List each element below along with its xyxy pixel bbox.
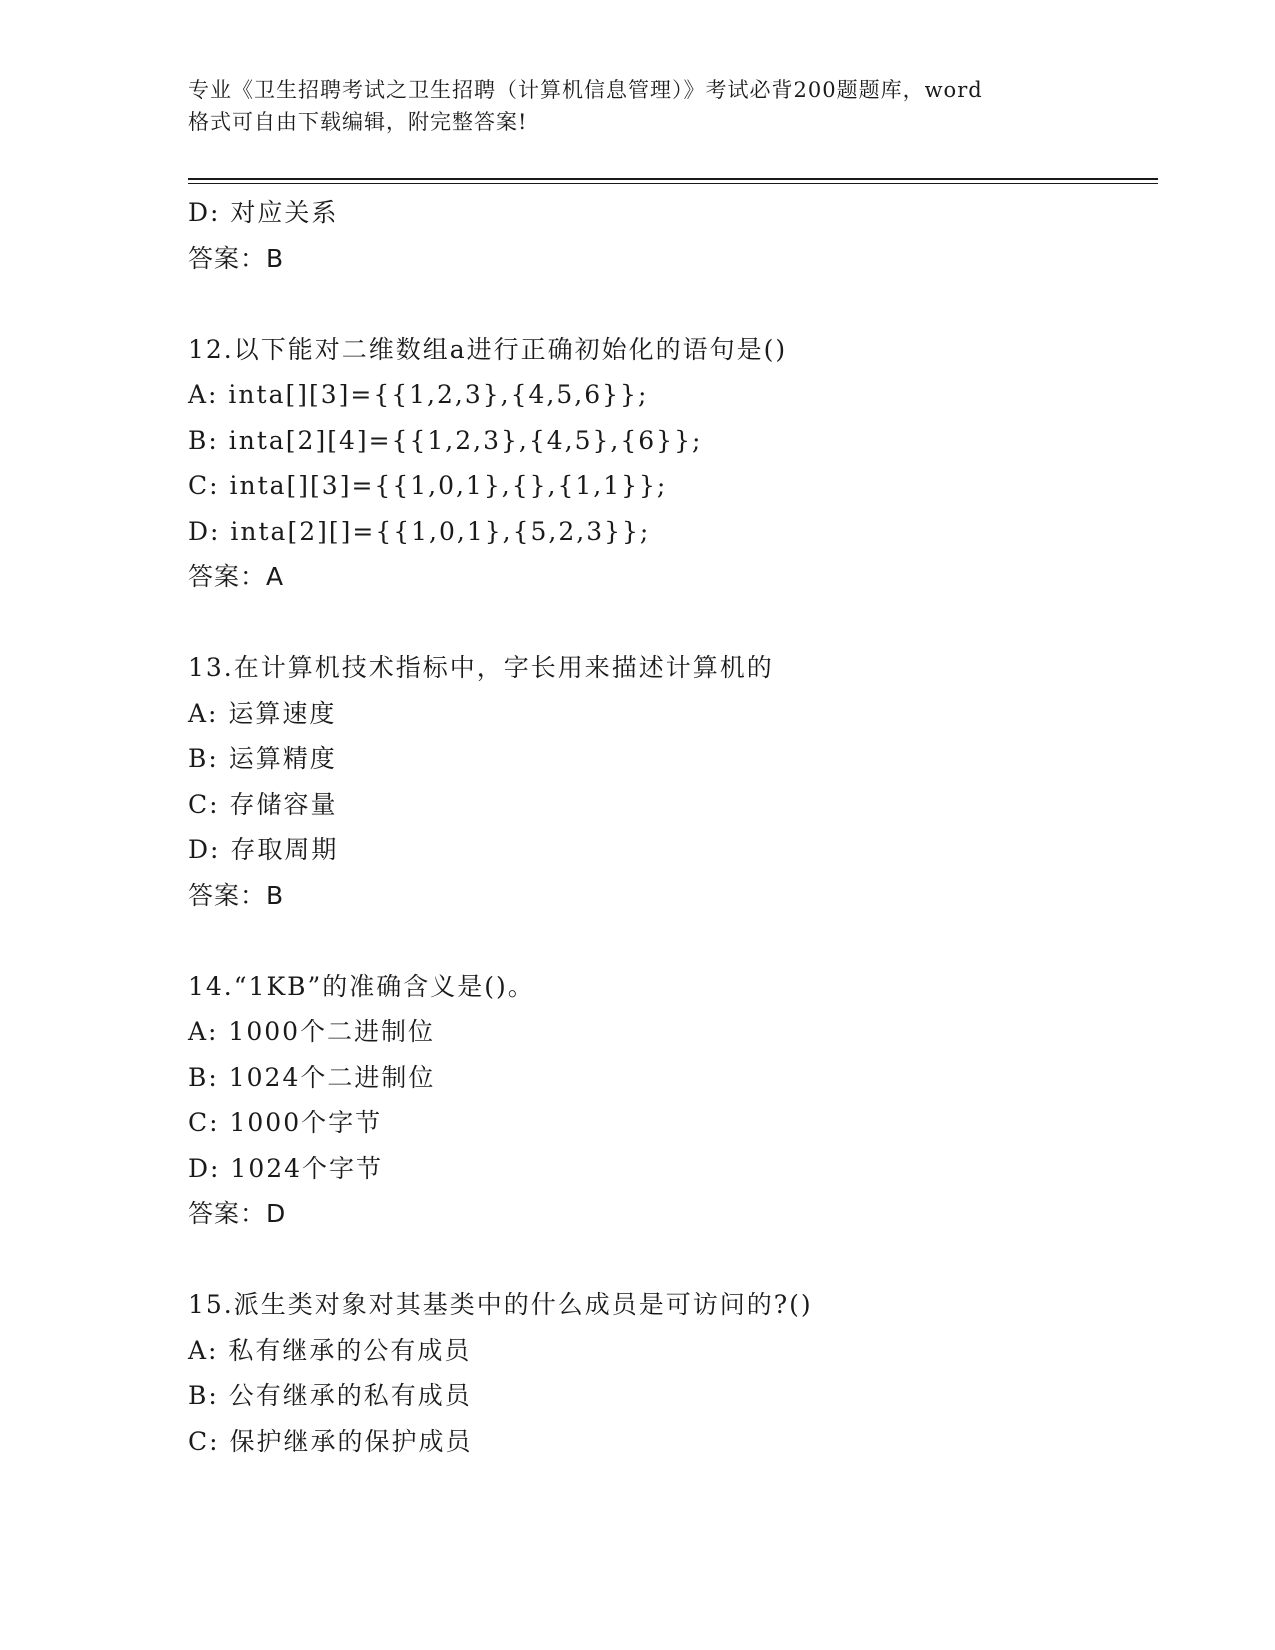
question-text: 15.派生类对象对其基类中的什么成员是可访问的?() — [188, 1290, 813, 1319]
question-text: 14.“1KB”的准确含义是()。 — [188, 971, 535, 1001]
option-d: D: 存取周期 — [188, 835, 339, 864]
spacer — [188, 600, 1148, 646]
option-b: B: inta[2][4]={{1,2,3},{4,5},{6}}; — [188, 425, 703, 455]
question-12 — [188, 327, 1148, 600]
answer-line: 答案：B — [188, 880, 285, 910]
option-d: D: inta[2][]={{1,0,1},{5,2,3}}; — [188, 516, 651, 546]
option-a: A: 运算速度 — [188, 698, 337, 728]
option-d: D: 1024个字节 — [188, 1153, 384, 1183]
option-a: A: 私有继承的公有成员 — [188, 1335, 472, 1365]
question-text: 13.在计算机技术指标中，字长用来描述计算机的 — [188, 653, 774, 682]
option-c: C: 保护继承的保护成员 — [188, 1426, 473, 1456]
spacer — [188, 281, 1148, 327]
spacer — [188, 918, 1148, 964]
option-b: B: 1024个二进制位 — [188, 1062, 436, 1092]
header-title-line-1: 专业《卫生招聘考试之卫生招聘（计算机信息管理）》考试必背200题题库，word — [188, 78, 983, 102]
option-c: C: 存储容量 — [188, 789, 338, 819]
question-13 — [188, 645, 1148, 918]
header-rule-thin — [188, 183, 1158, 184]
spacer — [188, 1237, 1148, 1283]
question-15 — [188, 1282, 1148, 1464]
option-d: D: 对应关系 — [188, 198, 339, 227]
document-header — [188, 74, 1088, 138]
question-text: 12.以下能对二维数组a进行正确初始化的语句是() — [188, 334, 788, 364]
option-b: B: 公有继承的私有成员 — [188, 1381, 472, 1410]
header-title-line-2: 格式可自由下载编辑，附完整答案! — [188, 110, 528, 134]
question-list — [188, 190, 1148, 1464]
option-a: A: 1000个二进制位 — [188, 1017, 436, 1046]
option-a: A: inta[][3]={{1,2,3},{4,5,6}}; — [188, 380, 649, 409]
answer-line: 答案：A — [188, 562, 285, 591]
answer-line: 答案：B — [188, 243, 285, 273]
option-c: C: inta[][3]={{1,0,1},{},{1,1}}; — [188, 471, 668, 500]
header-rule-thick — [188, 178, 1158, 180]
option-b: B: 运算精度 — [188, 744, 337, 773]
question-14 — [188, 964, 1148, 1237]
answer-line: 答案：D — [188, 1199, 287, 1228]
option-c: C: 1000个字节 — [188, 1108, 383, 1137]
